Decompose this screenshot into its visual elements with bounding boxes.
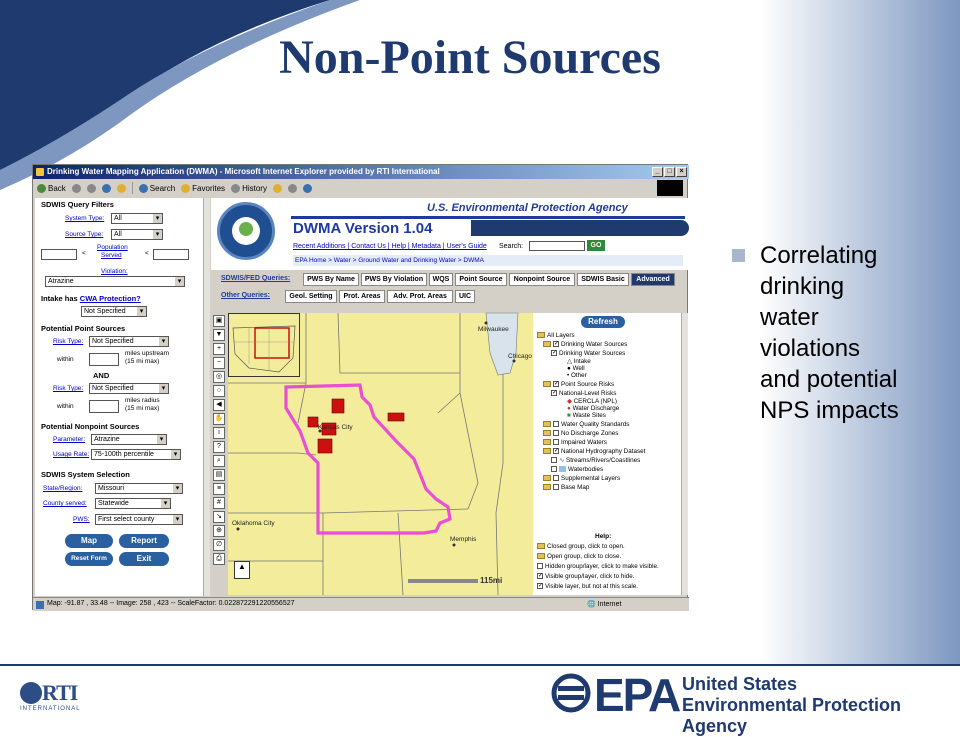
layer-nhd[interactable]: ✓ National Hydrography Dataset	[543, 448, 645, 455]
go-button[interactable]: GO	[587, 240, 605, 251]
max-note-2: (15 mi max)	[125, 405, 160, 412]
map-label-oklahoma-city: Oklahoma City	[232, 520, 275, 527]
checkbox-checked-icon: ✓	[538, 573, 544, 580]
tab-adv-prot-areas[interactable]: Adv. Prot. Areas	[387, 290, 453, 303]
usage-rate-select[interactable]: 75-100th percentile ▾	[91, 449, 181, 460]
minimize-button[interactable]: _	[652, 167, 663, 177]
lt-sign-2: <	[145, 250, 149, 257]
map-toolbar	[211, 313, 227, 575]
toolbar-separator	[132, 182, 133, 194]
legend-waste-sites: ■ Waste Sites	[567, 412, 606, 419]
intake-label: Intake has CWA Protection?	[41, 294, 141, 303]
browser-toolbar	[33, 180, 689, 196]
tab-pws-by-violation[interactable]: PWS By Violation	[361, 273, 427, 286]
pws-select[interactable]: First select county ▾	[95, 514, 183, 525]
refresh-page-button[interactable]	[102, 184, 111, 193]
miles-radius-label: miles radius	[125, 397, 160, 404]
population-min-input[interactable]	[41, 249, 77, 260]
checkbox-icon	[553, 439, 559, 445]
mail-icon	[273, 184, 282, 193]
system-type-label[interactable]: System Type:	[65, 215, 105, 222]
checkbox-icon: ✓	[554, 341, 560, 348]
window-controls	[652, 167, 687, 177]
lt-sign-1: <	[82, 250, 86, 257]
checkbox-icon	[553, 484, 559, 490]
home-icon	[117, 184, 126, 193]
stop-button[interactable]	[87, 184, 96, 193]
layer-dw-sources[interactable]: ✓ Drinking Water Sources	[552, 350, 626, 357]
other-queries-label: Other Queries:	[221, 292, 271, 299]
point-sources-heading: Potential Point Sources	[41, 324, 126, 333]
rti-logo	[20, 680, 100, 714]
epa-logo-text: EPA	[594, 669, 680, 721]
refresh-button[interactable]: Refresh	[581, 316, 625, 328]
help-out-of-scale: ✓ Visible layer, but not at this scale.	[538, 583, 638, 590]
risk-type-select-2[interactable]: Not Specified ▾	[89, 383, 169, 394]
history-button[interactable]: History	[231, 184, 267, 193]
mail-button[interactable]	[273, 184, 282, 193]
forward-arrow-icon	[72, 184, 81, 193]
risk-type-select-1[interactable]: Not Specified ▾	[89, 336, 169, 347]
and-label: AND	[93, 371, 110, 380]
county-served-select[interactable]: Statewide ▾	[95, 498, 171, 509]
layer-waterbodies[interactable]: Waterbodies	[551, 466, 603, 473]
exit-button[interactable]: Exit	[119, 552, 169, 566]
zoom-out-icon[interactable]: −	[213, 357, 225, 369]
layer-national-risks[interactable]: ✓ National-Level Risks	[552, 390, 617, 397]
folder-icon	[543, 484, 551, 490]
checkbox-icon: ✓	[552, 390, 558, 397]
map-label-kansas-city: Kansas City	[318, 424, 353, 431]
help-visible-layer: ✓ Visible group/layer, click to hide.	[538, 573, 635, 580]
risk-type-label-2[interactable]: Risk Type:	[53, 385, 84, 392]
usage-rate-label[interactable]: Usage Rate:	[53, 451, 90, 458]
state-region-select[interactable]: Missouri ▾	[95, 483, 183, 494]
waterbody-swatch-icon	[559, 466, 566, 472]
epa-logo	[552, 669, 952, 736]
maximize-button[interactable]: □	[664, 167, 675, 177]
checkbox-icon: ✓	[552, 350, 558, 357]
cwa-protection-link[interactable]: CWA Protection?	[79, 294, 141, 303]
slide-title: Non-Point Sources	[279, 31, 661, 84]
tab-advanced[interactable]: Advanced	[631, 273, 675, 286]
folder-icon	[543, 430, 551, 436]
print-map-icon[interactable]: ⎙	[213, 553, 225, 565]
checkbox-icon	[553, 430, 559, 436]
status-bar	[33, 597, 689, 611]
population-label[interactable]: Population	[97, 244, 128, 251]
ie-throbber-logo	[657, 180, 683, 196]
violation-select[interactable]: Atrazine ▾	[45, 276, 185, 287]
parameter-select[interactable]: Atrazine ▾	[91, 434, 167, 445]
pws-label[interactable]: PWS:	[73, 516, 90, 523]
help-open-group: Open group, click to close.	[537, 553, 621, 560]
measure-icon[interactable]: ▤	[213, 469, 225, 481]
folder-icon	[543, 448, 551, 454]
layer-supplemental[interactable]: Supplemental Layers	[543, 475, 620, 482]
layer-no-discharge[interactable]: No Discharge Zones	[543, 430, 618, 437]
identify-icon[interactable]: i	[213, 427, 225, 439]
query-filters-panel	[35, 198, 203, 596]
rti-logo-subtext: INTERNATIONAL	[20, 706, 81, 712]
rti-globe-icon	[20, 682, 42, 704]
tab-geol-setting[interactable]: Geol. Setting	[285, 290, 337, 303]
tab-uic[interactable]: UIC	[455, 290, 475, 303]
rti-logo-text: RTI	[42, 680, 78, 705]
search-icon	[139, 184, 148, 193]
filter-tool-icon[interactable]: ▼	[213, 329, 225, 341]
checkbox-icon	[551, 466, 557, 472]
checkbox-gray-icon: ✓	[538, 583, 544, 590]
map-view[interactable]	[228, 313, 533, 595]
back-extent-icon[interactable]: ◀	[213, 399, 225, 411]
layer-streams[interactable]: ∿ Streams/Rivers/Coastlines	[551, 457, 640, 464]
layer-point-source-risks[interactable]: ✓ Point Source Risks	[543, 381, 614, 388]
query-filters-heading: SDWIS Query Filters	[41, 200, 114, 209]
overview-tool-icon[interactable]: ▣	[213, 315, 225, 327]
tab-prot-areas[interactable]: Prot. Areas	[339, 290, 385, 303]
north-arrow-icon: ▲	[234, 561, 250, 579]
checkbox-icon	[553, 475, 559, 481]
buffer-icon[interactable]: ≡	[213, 483, 225, 495]
reset-form-button[interactable]: Reset Form	[65, 552, 113, 566]
county-served-label[interactable]: County served:	[43, 500, 87, 507]
layer-all[interactable]: All Layers	[537, 332, 575, 339]
browser-window	[32, 164, 688, 610]
map-label-memphis: Memphis	[450, 536, 477, 543]
miles-upstream-label: miles upstream	[125, 350, 170, 357]
history-icon	[231, 184, 240, 193]
layer-dw-sources-group[interactable]: ✓ Drinking Water Sources	[543, 341, 627, 348]
find-icon[interactable]: ⌕	[213, 455, 225, 467]
epa-name-line1: United States	[682, 674, 798, 694]
served-label[interactable]: Served	[101, 252, 122, 259]
system-type-select[interactable]: All ▾	[111, 213, 163, 224]
grid-icon[interactable]: #	[213, 497, 225, 509]
epa-flower-icon	[552, 672, 590, 714]
close-button[interactable]: ×	[676, 167, 687, 177]
window-title: Drinking Water Mapping Application (DWMA) - Microsoft Internet Explorer provided by RTI International	[47, 167, 440, 176]
help-heading: Help:	[595, 533, 612, 540]
system-selection-heading: SDWIS System Selection	[41, 470, 130, 479]
forward-button[interactable]	[72, 184, 81, 193]
favorites-icon	[181, 184, 190, 193]
legend-well: ● Well	[567, 365, 585, 372]
folder-icon	[543, 421, 551, 427]
dwma-header	[211, 198, 689, 270]
upstream-miles-input[interactable]	[89, 353, 119, 366]
legend-other: • Other	[567, 372, 587, 379]
map-label-chicago: Chicago	[508, 353, 532, 360]
parameter-label[interactable]: Parameter:	[53, 436, 86, 443]
folder-closed-icon	[537, 543, 545, 549]
tab-point-source[interactable]: Point Source	[455, 273, 507, 286]
within-label-1: within	[57, 356, 74, 363]
population-max-input[interactable]	[153, 249, 189, 260]
folder-icon	[543, 439, 551, 445]
select-icon[interactable]: ↘	[213, 511, 225, 523]
source-type-select[interactable]: All ▾	[111, 229, 163, 240]
ie-window-icon	[36, 168, 44, 176]
tab-sdwis-basic[interactable]: SDWIS Basic	[577, 273, 629, 286]
epa-name-line2: Environmental Protection Agency	[682, 695, 902, 736]
query-icon[interactable]: ?	[213, 441, 225, 453]
layers-panel	[533, 313, 681, 595]
help-closed-group: Closed group, click to open.	[537, 543, 625, 550]
footer-divider	[0, 664, 960, 666]
checkbox-icon: ✓	[554, 381, 560, 388]
pan-icon[interactable]: ✋	[213, 413, 225, 425]
nonpoint-sources-heading: Potential Nonpoint Sources	[41, 422, 140, 431]
source-type-label[interactable]: Source Type:	[65, 231, 104, 238]
home-button[interactable]	[117, 184, 126, 193]
left-panel-scrollbar[interactable]	[203, 198, 210, 596]
search-button[interactable]: Search	[139, 184, 175, 193]
internet-zone: 🌐 Internet	[587, 601, 622, 608]
scale-label: 115mi	[480, 576, 503, 585]
refresh-icon	[102, 184, 111, 193]
legend-water-discharge: ● Water Discharge	[567, 405, 620, 412]
legend-cercla: ◆ CERCLA (NPL)	[567, 398, 617, 405]
layers-scrollbar[interactable]	[681, 313, 688, 595]
map-label-milwaukee: Milwaukee	[478, 326, 509, 333]
back-button[interactable]: Back	[37, 184, 66, 193]
bullet-square-icon	[732, 249, 745, 262]
header-rule	[291, 216, 685, 219]
print-button[interactable]	[288, 184, 297, 193]
sdwis-queries-label: SDWIS/FED Queries:	[221, 275, 291, 282]
layer-impaired-waters[interactable]: Impaired Waters	[543, 439, 607, 446]
epa-seal-icon	[217, 202, 275, 260]
zoom-in-icon[interactable]: +	[213, 343, 225, 355]
other-queries-row	[211, 289, 689, 304]
breadcrumb[interactable]: EPA Home > Water > Ground Water and Drinking Water > DWMA	[293, 255, 683, 266]
checkbox-empty-icon	[537, 563, 543, 569]
folder-open-icon	[537, 553, 545, 559]
folder-icon	[543, 341, 551, 347]
within-label-2: within	[57, 403, 74, 410]
checkbox-icon: ✓	[554, 448, 560, 455]
report-button[interactable]: Report	[119, 534, 169, 548]
edit-button[interactable]	[303, 184, 312, 193]
print-icon	[288, 184, 297, 193]
tab-pws-by-name[interactable]: PWS By Name	[303, 273, 359, 286]
favorites-button[interactable]: Favorites	[181, 184, 225, 193]
tab-nonpoint-source[interactable]: Nonpoint Source	[509, 273, 575, 286]
overview-inset-map[interactable]	[228, 313, 300, 377]
page-icon	[36, 601, 44, 609]
header-links[interactable]: Recent Additions | Contact Us | Help | Metadata | User's Guide	[293, 243, 487, 250]
edit-icon	[303, 184, 312, 193]
risk-type-label-1[interactable]: Risk Type:	[53, 338, 84, 345]
window-titlebar	[33, 165, 689, 179]
bullet-text: Correlating drinking water violations and potential NPS impacts	[760, 242, 899, 424]
zoom-last-icon[interactable]: ○	[213, 385, 225, 397]
layer-wqs[interactable]: Water Quality Standards	[543, 421, 629, 428]
checkbox-icon	[553, 421, 559, 427]
app-title: DWMA Version 1.04	[293, 220, 433, 237]
radius-miles-input[interactable]	[89, 400, 119, 413]
violation-label[interactable]: Violation:	[101, 268, 128, 275]
folder-icon	[537, 332, 545, 338]
checkbox-icon	[551, 457, 557, 463]
clear-icon[interactable]: ∅	[213, 539, 225, 551]
folder-icon	[543, 381, 551, 387]
tab-wqs[interactable]: WQS	[429, 273, 453, 286]
help-hidden-layer: Hidden group/layer, click to make visible.	[537, 563, 659, 570]
cwa-protection-select[interactable]: Not Specified ▾	[81, 306, 147, 317]
max-note-1: (15 mi max)	[125, 358, 160, 365]
folder-icon	[543, 475, 551, 481]
back-arrow-icon	[37, 184, 46, 193]
title-band	[471, 220, 689, 236]
magnify-icon[interactable]: ⊕	[213, 525, 225, 537]
search-input[interactable]	[529, 241, 585, 251]
layer-base-map[interactable]: Base Map	[543, 484, 589, 491]
stop-icon	[87, 184, 96, 193]
sdwis-queries-row	[211, 272, 689, 287]
zoom-full-icon[interactable]: ◎	[213, 371, 225, 383]
search-label: Search:	[499, 243, 524, 250]
state-region-label[interactable]: State/Region:	[43, 485, 83, 492]
status-text: Map: -91.87 , 33.48 -- Image: 258 , 423 -- ScaleFactor: 0.022872291220556527	[47, 600, 295, 607]
map-button[interactable]: Map	[65, 534, 113, 548]
legend-intake: △ Intake	[567, 358, 591, 365]
agency-name: U.S. Environmental Protection Agency	[427, 202, 628, 214]
